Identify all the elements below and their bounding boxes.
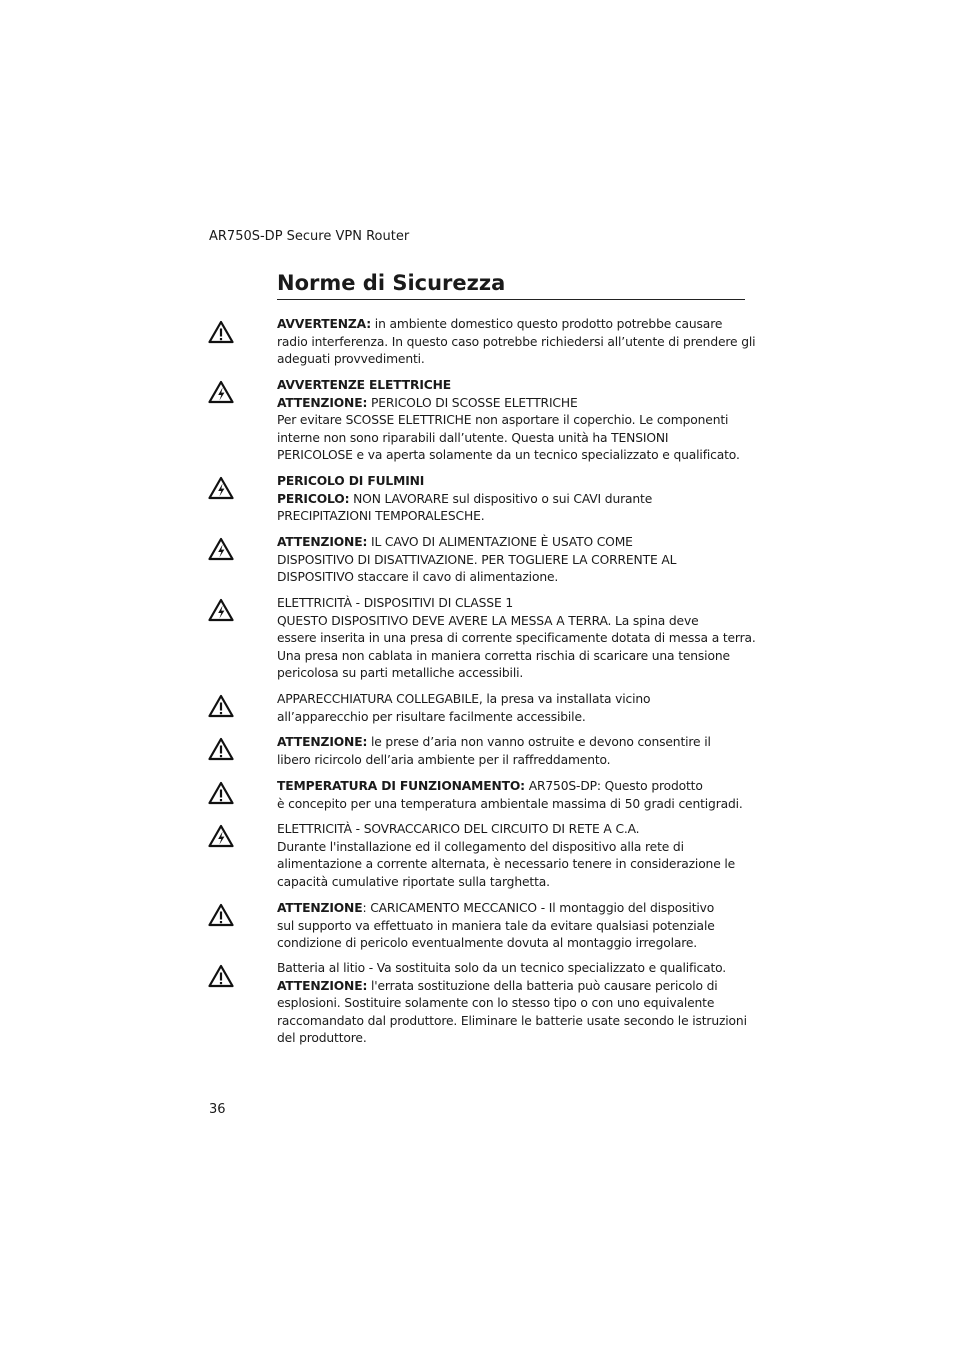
notice-line: pericolosa su parti metalliche accessibili. (277, 666, 524, 681)
notice-line: è concepito per una temperatura ambientale massima di 50 gradi centigradi. (277, 796, 743, 811)
notice-lead-label: ATTENZIONE: (277, 978, 368, 993)
notice-line: del produttore. (277, 1031, 367, 1046)
notice-text (277, 377, 747, 465)
warning-triangle-icon (208, 694, 234, 718)
warning-triangle-icon (208, 537, 234, 561)
notice-line: AVVERTENZA: in ambiente domestico questo prodotto potrebbe causare (277, 317, 723, 331)
running-header: AR750S-DP Secure VPN Router (209, 229, 410, 244)
notice-line: libero ricircolo dell’aria ambiente per il raffreddamento. (277, 752, 611, 767)
notice-lead-label: TEMPERATURA DI FUNZIONAMENTO: (277, 779, 525, 793)
notice-line: PERICOLOSE e va aperta solamente da un tecnico specializzato e qualificato. (277, 448, 740, 463)
notice-line: DISPOSITIVO DI DISATTIVAZIONE. PER TOGLIERE LA CORRENTE AL (277, 552, 677, 567)
notice-line: ATTENZIONE: IL CAVO DI ALIMENTAZIONE È USATO COME (277, 535, 633, 549)
notice-line: raccomandato dal produttore. Eliminare le batterie usate secondo le istruzioni (277, 1013, 747, 1028)
warning-triangle-icon (208, 737, 234, 761)
notice-line: TEMPERATURA DI FUNZIONAMENTO: AR750S-DP: Questo prodotto (277, 779, 703, 793)
page-title: Norme di Sicurezza (277, 268, 745, 300)
notice-line: essere inserita in una presa di corrente specificamente dotata di messa a terra. (277, 631, 756, 646)
notice-line: PRECIPITAZIONI TEMPORALESCHE. (277, 509, 485, 524)
notice-lead-label: ATTENZIONE (277, 901, 363, 915)
notice-heading: PERICOLO DI FULMINI (277, 474, 425, 488)
notice-text (277, 778, 747, 813)
notice-line: interne non sono riparabili dall’utente. Questa unità ha TENSIONI (277, 430, 669, 445)
notice-lead-label: ATTENZIONE: (277, 395, 368, 410)
notice-text (277, 691, 747, 726)
notice-line: condizione di pericolo eventualmente dovuta al montaggio irregolare. (277, 936, 698, 951)
notice-text (277, 595, 756, 683)
notice-line: radio interferenza. In questo caso potrebbe richiedersi all’utente di prendere gli (277, 334, 756, 349)
notice-heading: AVVERTENZE ELETTRICHE (277, 378, 452, 392)
notice-line: ELETTRICITÀ - DISPOSITIVI DI CLASSE 1 (277, 596, 514, 610)
warning-triangle-icon (208, 964, 234, 988)
notice-text (277, 473, 747, 526)
warning-triangle-icon (208, 781, 234, 805)
notice-text (277, 900, 747, 953)
notice-line: DISPOSITIVO staccare il cavo di alimentazione. (277, 570, 559, 585)
notice-line: QUESTO DISPOSITIVO DEVE AVERE LA MESSA A TERRA. La spina deve (277, 613, 699, 628)
notice-lead-label: PERICOLO: (277, 491, 350, 506)
notice-line: ATTENZIONE: le prese d’aria non vanno ostruite e devono consentire il (277, 735, 711, 749)
notice-line: Per evitare SCOSSE ELETTRICHE non asportare il coperchio. Le componenti (277, 413, 729, 428)
notice-lead-label: ATTENZIONE: (277, 735, 368, 749)
notice-text (277, 821, 747, 891)
notice-line: esplosioni. Sostituire solamente con lo stesso tipo o con uno equivalente (277, 996, 715, 1011)
notice-line: all’apparecchio per risultare facilmente accessibile. (277, 709, 586, 724)
notice-line: PERICOLO: NON LAVORARE sul dispositivo o sui CAVI durante (277, 491, 653, 506)
notice-text (277, 960, 747, 1048)
warning-triangle-icon (208, 598, 234, 622)
notice-line: adeguati provvedimenti. (277, 352, 425, 367)
notice-line: capacità cumulative riportate sulla targhetta. (277, 874, 550, 889)
warning-triangle-icon (208, 903, 234, 927)
warning-triangle-icon (208, 320, 234, 344)
page-number: 36 (209, 1102, 226, 1117)
notice-line: ELETTRICITÀ - SOVRACCARICO DEL CIRCUITO DI RETE A C.A. (277, 822, 640, 836)
notice-line: alimentazione a corrente alternata, è necessario tenere in considerazione le (277, 857, 736, 872)
notice-line: Durante l'installazione ed il collegamento del dispositivo alla rete di (277, 839, 684, 854)
warning-triangle-icon (208, 824, 234, 848)
warning-triangle-icon (208, 476, 234, 500)
notice-line: sul supporto va effettuato in maniera tale da evitare qualsiasi potenziale (277, 918, 715, 933)
notice-line: ATTENZIONE: PERICOLO DI SCOSSE ELETTRICHE (277, 395, 578, 410)
notice-text (277, 534, 747, 587)
notice-line: Una presa non cablata in maniera corretta rischia di scaricare una tensione (277, 648, 730, 663)
notice-text (277, 316, 756, 369)
notice-line: APPARECCHIATURA COLLEGABILE, la presa va installata vicino (277, 692, 651, 706)
notice-text (277, 734, 747, 769)
notice-line: ATTENZIONE: l'errata sostituzione della batteria può causare pericolo di (277, 978, 718, 993)
notice-lead-label: ATTENZIONE: (277, 535, 368, 549)
notice-lead-label: AVVERTENZA: (277, 317, 372, 331)
warning-triangle-icon (208, 380, 234, 404)
notice-line: ATTENZIONE: CARICAMENTO MECCANICO - Il montaggio del dispositivo (277, 901, 715, 915)
notice-line: Batteria al litio - Va sostituita solo da un tecnico specializzato e qualificato. (277, 961, 727, 975)
